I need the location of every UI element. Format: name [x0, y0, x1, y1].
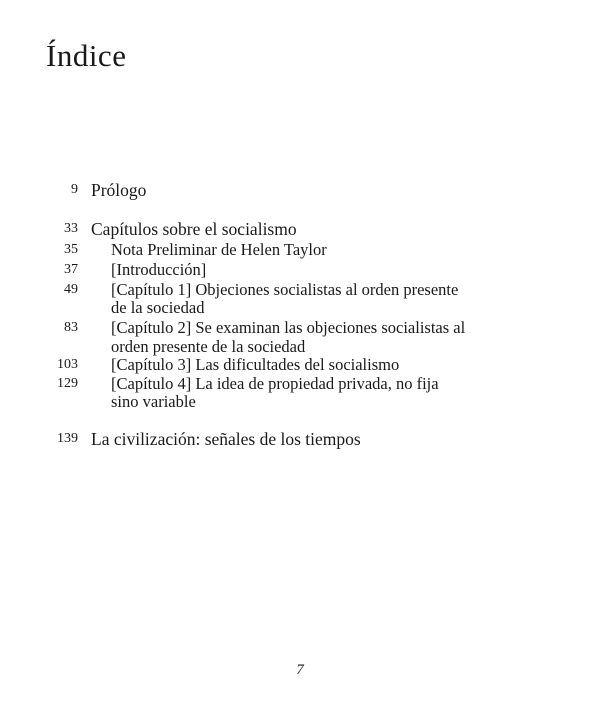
toc-page-number: 9: [71, 182, 78, 197]
toc-entry-title: [Capítulo 2] Se examinan las objeciones socialistas al: [111, 318, 466, 337]
toc-entry-title: Capítulos sobre el socialismo: [91, 219, 297, 239]
toc-entry-title: [Capítulo 1] Objeciones socialistas al orden presente: [111, 280, 459, 299]
toc-page-number: 37: [64, 262, 78, 277]
toc-page-number: 139: [57, 431, 78, 446]
page-number-footer: 7: [296, 662, 304, 678]
toc-entry-title: Prólogo: [91, 180, 147, 200]
toc-page-number: 49: [64, 282, 78, 297]
toc-entry-title: [Capítulo 4] La idea de propiedad privada, no fija: [111, 374, 439, 393]
page-title: Índice: [46, 38, 127, 73]
toc-page-number: 35: [64, 242, 78, 257]
toc-page-number: 103: [57, 357, 78, 372]
toc-page-number: 129: [57, 376, 78, 391]
toc-entry-title: [Introducción]: [111, 260, 207, 279]
toc-page-number: 83: [64, 320, 78, 335]
toc-page-number: 33: [64, 221, 78, 236]
toc-entry-title-continued: orden presente de la sociedad: [111, 337, 306, 356]
toc-entry-title-continued: de la sociedad: [111, 298, 205, 317]
toc-entry-title: Nota Preliminar de Helen Taylor: [111, 240, 327, 259]
toc-entry-title: [Capítulo 3] Las dificultades del socialismo: [111, 355, 400, 374]
toc-entry-title: La civilización: señales de los tiempos: [91, 429, 361, 449]
toc-entry-title-continued: sino variable: [111, 392, 196, 411]
